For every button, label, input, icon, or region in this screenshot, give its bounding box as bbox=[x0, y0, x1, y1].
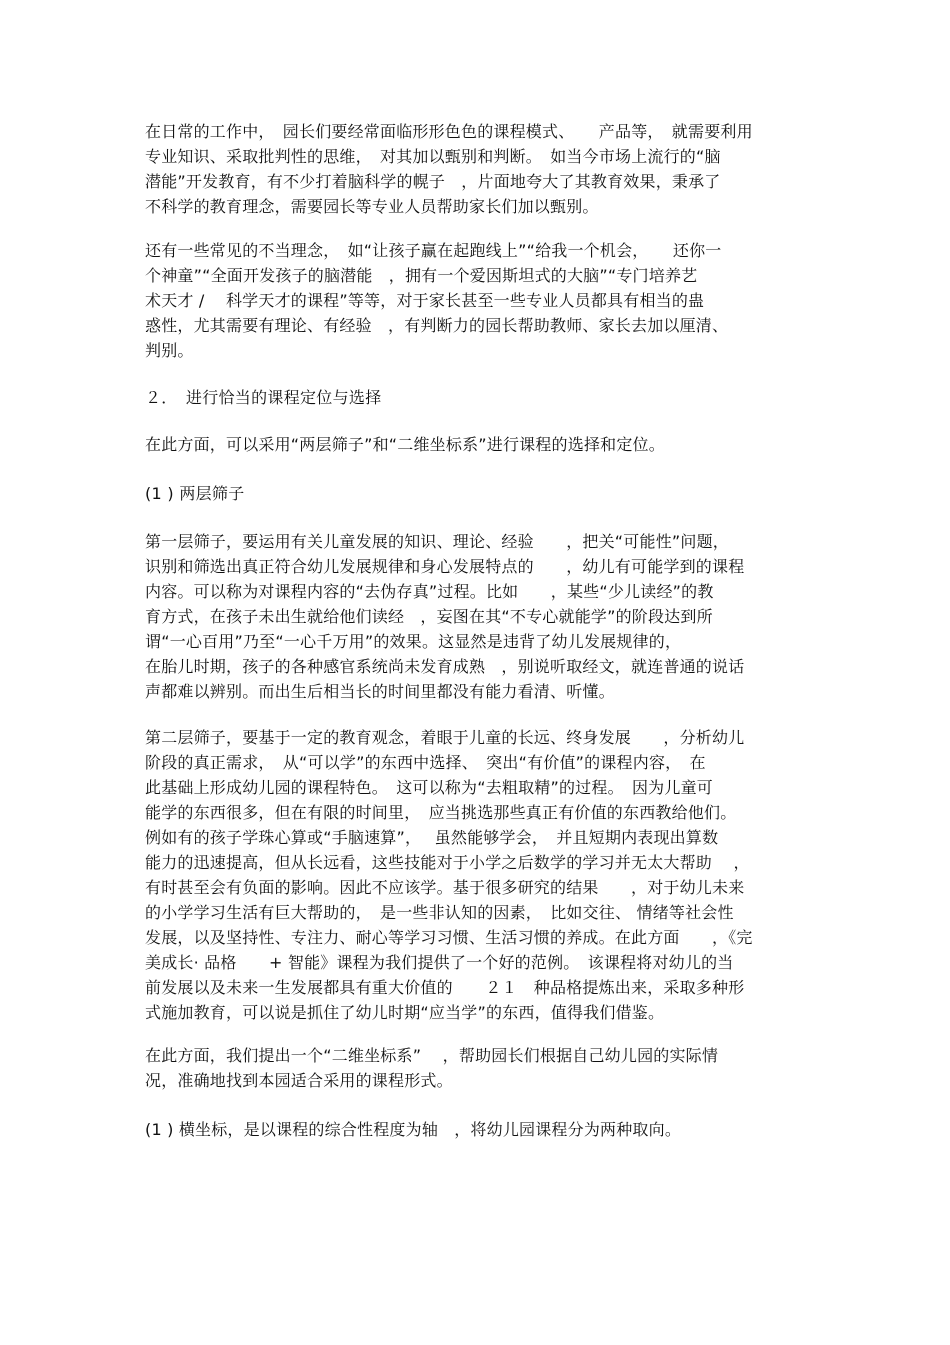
text-line: 式施加教育，可以说是抓住了幼儿时期“应当学”的东西，值得我们借鉴。 bbox=[145, 1003, 665, 1022]
text-line: 还有一些常见的不当理念， 如“让孩子赢在起跑线上”“给我一个机会， 还你一 bbox=[145, 241, 722, 260]
paragraph-coordinate-system bbox=[145, 1043, 815, 1093]
subheading-two-sieves bbox=[145, 481, 815, 506]
text-line: 阶段的真正需求， 从“可以学”的东西中选择、 突出“有价值”的课程内容， 在 bbox=[145, 753, 706, 772]
text-line: (1 ) 横坐标，是以课程的综合性程度为轴 ，将幼儿园课程分为两种取向。 bbox=[145, 1120, 682, 1139]
section-heading bbox=[145, 385, 815, 410]
text-line: 潜能”开发教育，有不少打着脑科学的幌子 ，片面地夸大了其教育效果，秉承了 bbox=[145, 172, 721, 191]
paragraph-horizontal-axis bbox=[145, 1117, 815, 1142]
text-line: 术天才 / 科学天才的课程”等等，对于家长甚至一些专业人员都具有相当的蛊 bbox=[145, 291, 705, 310]
text-line: 前发展以及未来一生发展都具有重大价值的 ２１ 种品格提炼出来，采取多种形 bbox=[145, 978, 745, 997]
section-heading-text: ２． 进行恰当的课程定位与选择 bbox=[145, 388, 382, 407]
text-line: 美成长· 品格 + 智能》课程为我们提供了一个好的范例。 该课程将对幼儿的当 bbox=[145, 953, 734, 972]
text-line: 识别和筛选出真正符合幼儿发展规律和身心发展特点的 ，幼儿有可能学到的课程 bbox=[145, 557, 745, 576]
text-line: 例如有的孩子学珠心算或“手脑速算”， 虽然能够学会， 并且短期内表现出算数 bbox=[145, 828, 719, 847]
paragraph-improper-ideas bbox=[145, 238, 815, 363]
text-line: 在此方面，我们提出一个“二维坐标系” ，帮助园长们根据自己幼儿园的实际情 bbox=[145, 1046, 719, 1065]
text-line: 第二层筛子，要基于一定的教育观念，着眼于儿童的长远、终身发展 ，分析幼儿 bbox=[145, 728, 745, 747]
text-line: 声都难以辨别。而出生后相当长的时间里都没有能力看清、听懂。 bbox=[145, 682, 615, 701]
text-line: 不科学的教育理念，需要园长等专业人员帮助家长们加以甄别。 bbox=[145, 197, 599, 216]
text-line: 在日常的工作中， 园长们要经常面临形形色色的课程模式、 产品等， 就需要利用 bbox=[145, 122, 753, 141]
text-line: 的小学学习生活有巨大帮助的， 是一些非认知的因素， 比如交往、 情绪等社会性 bbox=[145, 903, 734, 922]
text-line: 发展，以及坚持性、专注力、耐心等学习习惯、生活习惯的养成。在此方面 ，《完 bbox=[145, 928, 753, 947]
text-line: 惑性，尤其需要有理论、有经验 ，有判断力的园长帮助教师、家长去加以厘清、 bbox=[145, 316, 729, 335]
text-line: 能力的迅速提高，但从长远看，这些技能对于小学之后数学的学习并无太大帮助 ， bbox=[145, 853, 750, 872]
text-line: 有时甚至会有负面的影响。因此不应该学。基于很多研究的结果 ，对于幼儿未来 bbox=[145, 878, 745, 897]
text-line: 第一层筛子，要运用有关儿童发展的知识、理论、经验 ，把关“可能性”问题， bbox=[145, 532, 729, 551]
text-line: 判别。 bbox=[145, 341, 194, 360]
paragraph-first-sieve bbox=[145, 529, 815, 704]
subheading-text: (1 ) 两层筛子 bbox=[145, 484, 245, 503]
text-line: 此基础上形成幼儿园的课程特色。 这可以称为“去粗取精”的过程。 因为儿童可 bbox=[145, 778, 713, 797]
text-line: 在此方面，可以采用“两层筛子”和“二维坐标系”进行课程的选择和定位。 bbox=[145, 435, 665, 454]
text-line: 内容。可以称为对课程内容的“去伪存真”过程。比如 ，某些“少儿读经”的教 bbox=[145, 582, 714, 601]
paragraph-second-sieve bbox=[145, 725, 815, 1025]
text-line: 个神童”“全面开发孩子的脑潜能 ，拥有一个爱因斯坦式的大脑”“专门培养艺 bbox=[145, 266, 698, 285]
text-line: 谓“一心百用”乃至“一心千万用”的效果。这显然是违背了幼儿发展规律的， bbox=[145, 632, 682, 651]
paragraph-evaluate-courses bbox=[145, 119, 815, 219]
text-line: 能学的东西很多，但在有限的时间里， 应当挑选那些真正有价值的东西教给他们。 bbox=[145, 803, 737, 822]
text-line: 育方式，在孩子未出生就给他们读经 ，妄图在其“不专心就能学”的阶段达到所 bbox=[145, 607, 713, 626]
text-line: 在胎儿时期，孩子的各种感官系统尚未发育成熟 ，别说听取经文，就连普通的说话 bbox=[145, 657, 745, 676]
paragraph-method-intro bbox=[145, 432, 815, 457]
text-line: 专业知识、采取批判性的思维， 对其加以甄别和判断。 如当今市场上流行的“脑 bbox=[145, 147, 721, 166]
text-line: 况，准确地找到本园适合采用的课程形式。 bbox=[145, 1071, 453, 1090]
